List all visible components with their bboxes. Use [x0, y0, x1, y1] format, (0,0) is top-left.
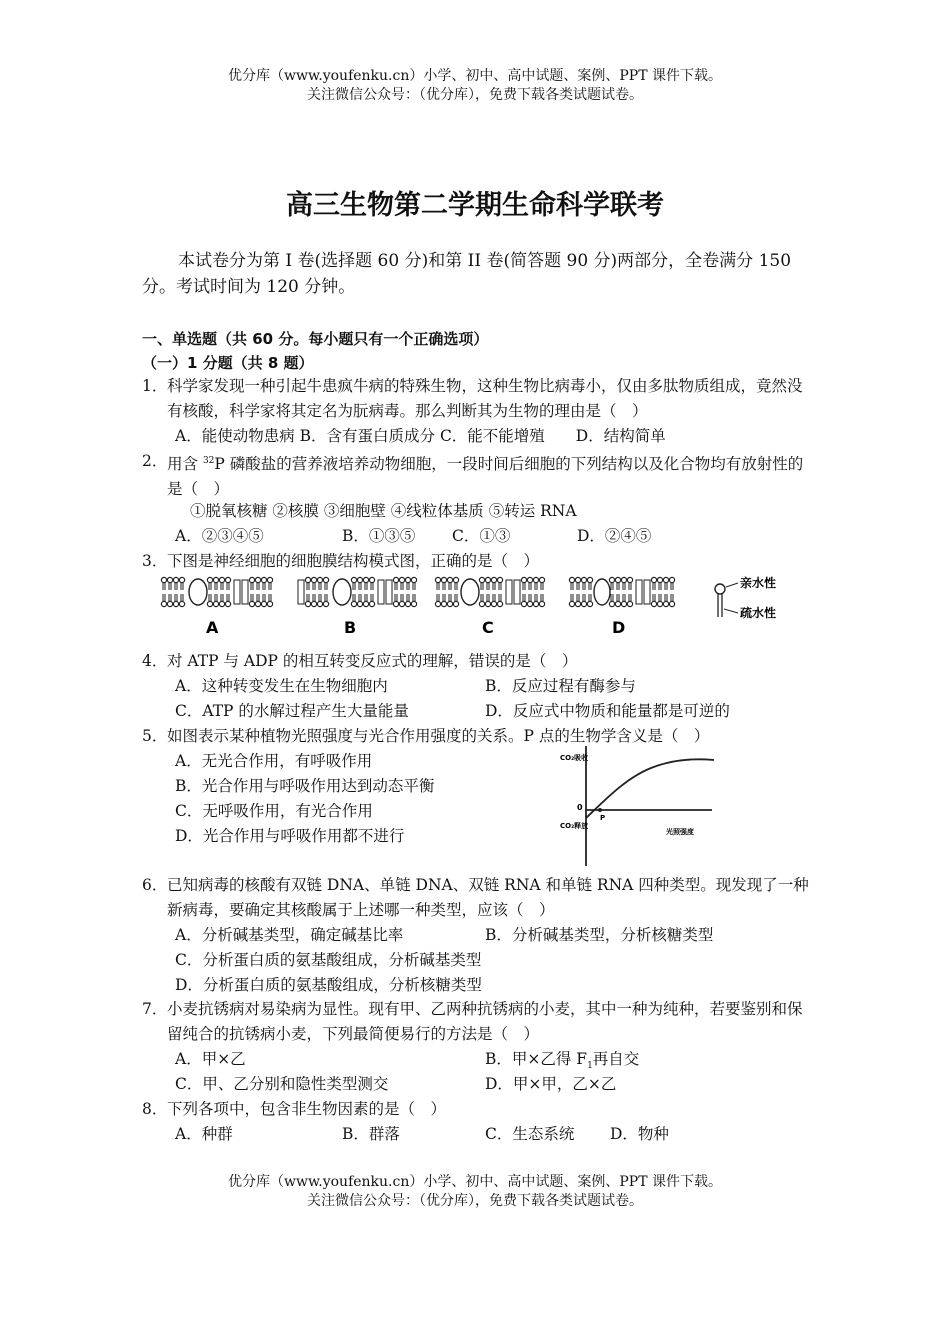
footer-line-1: 优分库（www.youfenku.cn）小学、初中、高中试题、案例、PPT 课件下载。	[227, 1174, 722, 1190]
graph-point-p	[598, 808, 602, 812]
membrane-figure	[150, 573, 790, 641]
q2-number: 2．	[142, 452, 168, 470]
q2-superscript: 32	[202, 456, 215, 466]
q6-option-c: C．分析蛋白质的氨基酸组成，分析碱基类型	[175, 951, 482, 969]
membrane-c	[435, 577, 544, 606]
graph-x-label: 光照强度	[666, 828, 694, 836]
q8-option-a: A．种群	[175, 1125, 233, 1143]
q4-option-d: D．反应式中物质和能量都是可逆的	[485, 702, 730, 720]
q5-option-a: A．无光合作用，有呼吸作用	[175, 752, 373, 770]
q2-option-d: D．②④⑤	[577, 527, 652, 545]
graph-origin: 0	[577, 803, 583, 812]
q7-option-a: A．甲×乙	[175, 1050, 246, 1068]
q4-number: 4．	[142, 652, 168, 670]
q5-option-b: B．光合作用与呼吸作用达到动态平衡	[175, 777, 435, 795]
q4-option-a: A．这种转变发生在生物细胞内	[175, 677, 388, 695]
q7-option-b-b: 再自交	[592, 1050, 640, 1068]
intro-paragraph	[142, 248, 812, 300]
q6-option-d: D．分析蛋白质的氨基酸组成，分析核糖类型	[175, 976, 482, 994]
q4-option-c: C．ATP 的水解过程产生大量能量	[175, 702, 409, 720]
q7-stem: 小麦抗锈病对易染病为显性。现有甲、乙两种抗锈病的小麦，其中一种为纯种，若要鉴别和保留纯合的抗锈病小麦，下列最简便易行的方法是（ ）	[167, 1000, 803, 1043]
q2-stem-b: P 磷酸盐的营养液培养动物细胞，一段时间后细胞的下列结构以及化合物均有放射性的是（ ）	[167, 455, 804, 498]
q4-stem: 对 ATP 与 ADP 的相互转变反应式的理解，错误的是（ ）	[167, 652, 578, 670]
q7-option-d: D．甲×甲，乙×乙	[485, 1075, 617, 1093]
graph-y-up-label: CO₂吸收	[560, 754, 589, 762]
q7-number: 7．	[142, 1000, 168, 1018]
q7-subscript: 1	[587, 1061, 593, 1072]
footer-line-2: 关注微信公众号：（优分库），免费下载各类试题试卷。	[307, 1193, 643, 1209]
legend-hydrophobic: 疏水性	[740, 606, 777, 620]
q2-stem-a: 用含	[167, 455, 203, 473]
header-line-2: 关注微信公众号：（优分库），免费下载各类试题试卷。	[307, 87, 643, 103]
page-title: 高三生物第二学期生命科学联考	[286, 190, 664, 221]
q2-option-c: C．①③	[452, 527, 511, 545]
membrane-label-a: A	[206, 618, 219, 637]
q5-option-d: D．光合作用与呼吸作用都不进行	[175, 827, 405, 845]
q1-options: A．能使动物患病 B．含有蛋白质成分 C．能不能增殖 D．结构简单	[175, 427, 666, 445]
graph-p-label: P	[600, 814, 606, 822]
membrane-label-d: D	[612, 618, 626, 637]
membrane-legend	[715, 575, 776, 620]
light-curve-graph	[556, 744, 724, 870]
header-line-1: 优分库（www.youfenku.cn）小学、初中、高中试题、案例、PPT 课件下载。	[227, 68, 722, 84]
q6-number: 6．	[142, 876, 168, 894]
q6-option-a: A．分析碱基类型，确定碱基比率	[175, 926, 404, 944]
q8-option-c: C．生态系统	[485, 1125, 575, 1143]
subsection-heading: （一）1 分题（共 8 题）	[142, 354, 314, 372]
q5-option-c: C．无呼吸作用，有光合作用	[175, 802, 373, 820]
q8-number: 8．	[142, 1100, 168, 1118]
q6-option-b: B．分析碱基类型，分析核糖类型	[485, 926, 714, 944]
membrane-b	[298, 577, 417, 606]
q7-option-c: C．甲、乙分别和隐性类型测交	[175, 1075, 389, 1093]
q1-number: 1．	[142, 377, 168, 395]
membrane-a	[161, 577, 272, 606]
q3-stem: 下图是神经细胞的细胞膜结构模式图，正确的是（ ）	[167, 552, 540, 570]
membrane-label-b: B	[344, 618, 357, 637]
q8-option-b: B．群落	[342, 1125, 400, 1143]
q2-option-b: B．①③⑤	[342, 527, 416, 545]
q8-stem: 下列各项中，包含非生物因素的是（ ）	[167, 1100, 447, 1118]
q2-items: ①脱氧核糖 ②核膜 ③细胞壁 ④线粒体基质 ⑤转运 RNA	[190, 502, 577, 520]
q8-option-d: D．物种	[610, 1125, 669, 1143]
q6-stem: 已知病毒的核酸有双链 DNA、单链 DNA、双链 RNA 和单链 RNA 四种类型。现发现了一种新病毒，要确定其核酸属于上述哪一种类型，应该（ ）	[167, 876, 809, 919]
legend-hydrophilic: 亲水性	[740, 576, 777, 590]
q2-option-a: A．②③④⑤	[175, 527, 264, 545]
intro-text: 本试卷分为第 I 卷(选择题 60 分)和第 II 卷(简答题 90 分)两部分，全卷满分 150 分。考试时间为 120 分钟。	[142, 251, 792, 297]
membrane-d	[569, 577, 674, 606]
q3-number: 3．	[142, 552, 168, 570]
q2-stem	[167, 449, 812, 502]
q4-option-b: B．反应过程有酶参与	[485, 677, 636, 695]
q5-number: 5．	[142, 727, 168, 745]
graph-y-down-label: CO₂释放	[560, 822, 589, 830]
q1-stem: 科学家发现一种引起牛患疯牛病的特殊生物，这种生物比病毒小，仅由多肽物质组成，竟然没有核酸，科学家将其定名为朊病毒。那么判断其为生物的理由是（ ）	[167, 377, 803, 420]
q5-stem: 如图表示某种植物光照强度与光合作用强度的关系。P 点的生物学含义是（ ）	[167, 727, 710, 745]
membrane-label-c: C	[482, 618, 494, 637]
q7-option-b-a: B．甲×乙得 F	[485, 1050, 588, 1068]
section-heading: 一、单选题（共 60 分。每小题只有一个正确选项）	[142, 330, 489, 348]
